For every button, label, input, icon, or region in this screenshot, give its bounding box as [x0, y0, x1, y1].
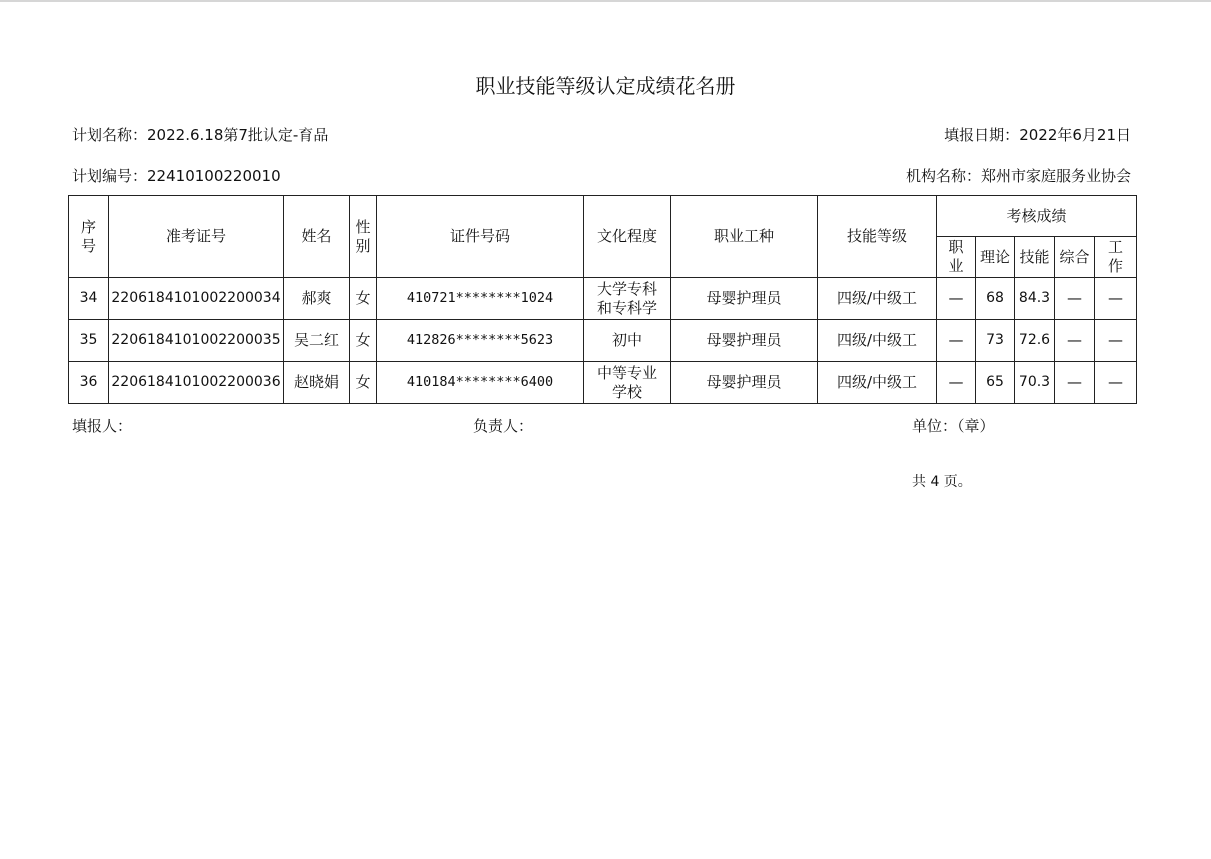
header-education: 文化程度	[584, 196, 671, 278]
cell-occupation: 母婴护理员	[671, 278, 818, 320]
cell-name: 吴二红	[284, 320, 350, 362]
header-exam-no: 准考证号	[109, 196, 284, 278]
cell-seq: 35	[69, 320, 109, 362]
table-row	[69, 362, 1137, 404]
cell-name: 赵晓娟	[284, 362, 350, 404]
cell-skill-level: 四级/中级工	[818, 320, 937, 362]
cell-score: —	[1055, 320, 1095, 362]
cell-score: 72.6	[1015, 320, 1055, 362]
cell-name: 郝爽	[284, 278, 350, 320]
header-score-col: 理论	[976, 237, 1015, 278]
plan-name-label: 计划名称：	[72, 126, 148, 144]
header-gender: 性别	[350, 196, 377, 278]
org-name	[906, 165, 1131, 186]
cell-score: —	[937, 320, 976, 362]
header-score-col: 职业	[937, 237, 976, 278]
header-score-col: 技能	[1015, 237, 1055, 278]
cell-education: 初中	[584, 320, 671, 362]
cell-score: —	[937, 278, 976, 320]
cell-gender: 女	[350, 320, 377, 362]
cell-score: —	[1095, 278, 1137, 320]
header-id-no: 证件号码	[377, 196, 584, 278]
table-row	[69, 278, 1137, 320]
cell-score: —	[1095, 320, 1137, 362]
cell-gender: 女	[350, 362, 377, 404]
plan-name	[72, 124, 328, 145]
cell-education: 大学专科和专科学	[584, 278, 671, 320]
cell-score: —	[1055, 362, 1095, 404]
cell-score: 84.3	[1015, 278, 1055, 320]
fill-date	[944, 124, 1131, 145]
table-row	[69, 320, 1137, 362]
plan-code	[72, 165, 281, 186]
score-table	[68, 195, 1137, 404]
cell-score: 68	[976, 278, 1015, 320]
footer-unit-label: 单位：（章）	[912, 417, 995, 435]
cell-score: —	[1095, 362, 1137, 404]
header-score-col: 综合	[1055, 237, 1095, 278]
cell-seq: 36	[69, 362, 109, 404]
cell-exam-no: 2206184101002200036	[109, 362, 284, 404]
cell-score: 73	[976, 320, 1015, 362]
cell-score: —	[1055, 278, 1095, 320]
cell-skill-level: 四级/中级工	[818, 278, 937, 320]
fill-date-label: 填报日期：	[944, 126, 1020, 144]
org-name-label: 机构名称：	[905, 167, 981, 185]
header-scores-group: 考核成绩	[937, 196, 1137, 237]
cell-score: 65	[976, 362, 1015, 404]
plan-name-value: 2022.6.18第7批认定-育品	[147, 126, 329, 144]
cell-education: 中等专业学校	[584, 362, 671, 404]
cell-score: 70.3	[1015, 362, 1055, 404]
page-title: 职业技能等级认定成绩花名册	[475, 74, 736, 98]
cell-occupation: 母婴护理员	[671, 362, 818, 404]
header-seq: 序号	[69, 196, 109, 278]
cell-occupation: 母婴护理员	[671, 320, 818, 362]
cell-id-no: 410184********6400	[377, 362, 584, 404]
cell-exam-no: 2206184101002200034	[109, 278, 284, 320]
cell-id-no: 412826********5623	[377, 320, 584, 362]
cell-seq: 34	[69, 278, 109, 320]
footer-person-label: 负责人：	[473, 417, 534, 435]
cell-skill-level: 四级/中级工	[818, 362, 937, 404]
fill-date-value: 2022年6月21日	[1019, 126, 1131, 144]
cell-gender: 女	[350, 278, 377, 320]
cell-exam-no: 2206184101002200035	[109, 320, 284, 362]
header-skill-level: 技能等级	[818, 196, 937, 278]
cell-score: —	[937, 362, 976, 404]
cell-id-no: 410721********1024	[377, 278, 584, 320]
footer-filler-label: 填报人：	[72, 417, 133, 435]
header-score-col: 工作	[1095, 237, 1137, 278]
top-rule	[0, 0, 1211, 2]
org-name-value: 郑州市家庭服务业协会	[980, 167, 1131, 185]
header-name: 姓名	[284, 196, 350, 278]
plan-code-label: 计划编号：	[72, 167, 148, 185]
header-occupation: 职业工种	[671, 196, 818, 278]
plan-code-value: 22410100220010	[147, 167, 281, 185]
page-count: 共 4 页。	[912, 474, 972, 490]
